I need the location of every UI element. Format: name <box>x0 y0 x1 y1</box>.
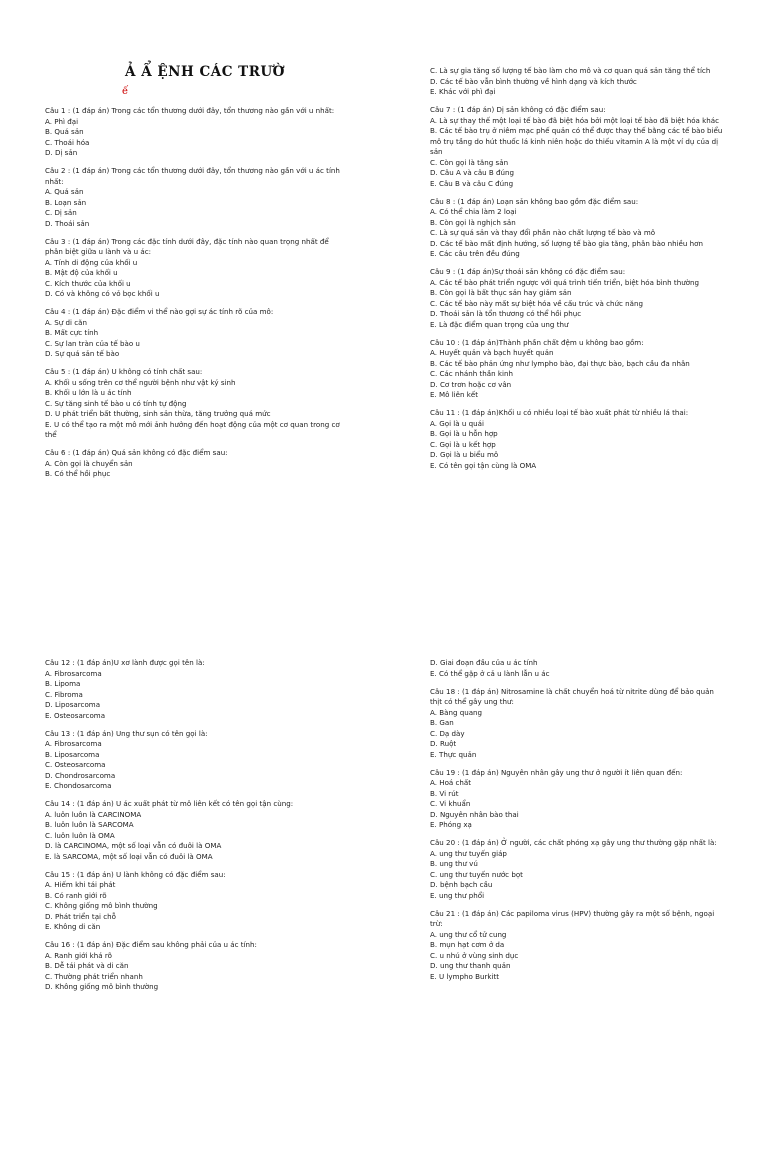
answer-option: D. Thoái sản <box>45 218 90 228</box>
answer-option: A. Ranh giới khá rõ <box>45 950 112 960</box>
question-block <box>45 940 340 993</box>
question-text: Câu 1 : (1 đáp án) Trong các tổn thương dưới đây, tổn thương nào gần với u nhất: <box>45 106 335 115</box>
question-block <box>45 166 340 229</box>
question-block <box>45 367 340 441</box>
question-text: Câu 16 : (1 đáp án) Đặc điểm sau không phải của u ác tính: <box>45 940 257 949</box>
column-bottom-right <box>430 658 725 990</box>
answer-option: C. Vi khuẩn <box>430 799 471 808</box>
answer-option: D. Liposarcoma <box>45 700 101 709</box>
answer-option: A. Tính di động của khối u <box>45 257 138 267</box>
answer-option: B. Mất cực tính <box>45 328 99 337</box>
question-text: Câu 19 : (1 đáp án) Nguyên nhân gây ung thư ở người ít liên quan đến: <box>430 767 683 777</box>
answer-option: B. Loạn sản <box>45 197 87 207</box>
column-top-right <box>430 66 725 479</box>
column-bottom-left <box>45 658 340 1000</box>
answer-option: E. Không di căn <box>45 922 101 931</box>
answer-option: E. U lympho Burkitt <box>430 971 500 981</box>
answer-option: A. Phì đại <box>45 116 79 126</box>
answer-option: D. bệnh bạch cầu <box>430 880 493 889</box>
question-block <box>430 338 725 401</box>
answer-option: C. Gọi là u kết hợp <box>430 439 496 449</box>
answer-option: A. Fibrosarcoma <box>45 668 102 678</box>
question-text: Câu 9 : (1 đáp án)Sự thoái sản không có đặc điểm sau: <box>430 267 626 276</box>
question-text: Câu 3 : (1 đáp án) Trong các đặc tính dưới đây, đặc tính nào quan trọng nhất để phân biệt giữa u lành và u ác: <box>45 236 329 256</box>
answer-option: A. Hiếm khi tái phát <box>45 880 116 889</box>
document-title: Ả Ẩ ỆNH CÁC TRƯỜ <box>125 64 285 80</box>
question-text: Câu 18 : (1 đáp án) Nitrosamine là chất chuyển hoá từ nitrite dùng để bảo quản thịt có thể gây ung thư: <box>430 686 714 706</box>
answer-option: E. Mô liên kết <box>430 390 479 399</box>
answer-option: B. Liposarcoma <box>45 749 100 759</box>
question-block <box>430 838 725 901</box>
answer-option: D. Có và không có vỏ bọc khối u <box>45 289 160 298</box>
question-text: Câu 20 : (1 đáp án) Ở người, các chất phóng xạ gây ung thư thường gặp nhất là: <box>430 838 717 847</box>
option: D. Các tế bào vẫn bình thường về hình dạng và kích thước <box>430 76 637 86</box>
answer-option: D. Nguyên nhân bào thai <box>430 809 519 819</box>
answer-option: B. Gọi là u hỗn hợp <box>430 429 498 438</box>
answer-option: A. Quá sản <box>45 187 84 196</box>
question-block <box>45 448 340 480</box>
question-block <box>430 768 725 831</box>
answer-option: C. Fibroma <box>45 689 83 699</box>
answer-option: B. Còn gọi là bất thục sản hay giảm sản <box>430 288 572 297</box>
option: D. Giai đoạn đầu của u ác tính <box>430 658 538 667</box>
question-block <box>430 267 725 330</box>
answer-option: B. Có thể hồi phục <box>45 469 111 478</box>
answer-option: B. Quá sản <box>45 127 84 136</box>
answer-option: A. Khối u sống trên cơ thể người bệnh như vật ký sinh <box>45 377 236 387</box>
answer-option: C. ung thư tuyến nước bọt <box>430 869 523 879</box>
question-text: Câu 21 : (1 đáp án) Các papiloma virus (HPV) thường gây ra một số bệnh, ngoại trừ: <box>430 908 715 928</box>
answer-option: B. Khối u lớn là u ác tính <box>45 388 132 397</box>
question-block <box>430 105 725 189</box>
answer-option: B. mụn hạt cơm ở da <box>430 940 505 949</box>
question-block <box>45 870 340 933</box>
answer-option: C. u nhú ở vùng sinh dục <box>430 950 519 960</box>
question-block <box>430 197 725 260</box>
page-upper <box>0 0 768 512</box>
answer-option: B. Vi rút <box>430 788 459 798</box>
question-text: Câu 7 : (1 đáp án) Dị sản không có đặc điểm sau: <box>430 105 606 114</box>
question-block <box>430 408 725 471</box>
answer-option: C. luôn luôn là OMA <box>45 830 115 840</box>
answer-option: B. Dễ tái phát và di căn <box>45 961 129 970</box>
answer-option: C. Thường phát triển nhanh <box>45 971 143 981</box>
question-block <box>430 687 725 761</box>
answer-option: E. Chondosarcoma <box>45 781 112 790</box>
answer-option: E. Phóng xạ <box>430 820 472 829</box>
answer-option: C. Sự tăng sinh tế bào u có tính tự động <box>45 398 187 408</box>
answer-option: D. Chondrosarcoma <box>45 770 116 780</box>
answer-option: E. ung thư phổi <box>430 890 485 900</box>
answer-option: D. Thoái sản là tổn thương có thể hồi phục <box>430 309 582 318</box>
answer-option: D. Không giống mô bình thường <box>45 982 159 991</box>
answer-option: A. Huyết quản và bạch huyết quản <box>430 348 554 357</box>
answer-option: D. Ruột <box>430 739 457 748</box>
answer-option: C. Không giống mô bình thường <box>45 901 158 910</box>
answer-option: E. là SARCOMA, một số loại vẫn có đuôi là OMA <box>45 851 213 861</box>
question-text: Câu 6 : (1 đáp án) Quá sản không có đặc điểm sau: <box>45 448 228 457</box>
answer-option: D. Gọi là u biểu mô <box>430 450 499 459</box>
option: C. Là sự gia tăng số lượng tế bào làm cho mô và cơ quan quá sản tăng thể tích <box>430 66 711 75</box>
answer-option: A. Fibrosarcoma <box>45 739 102 748</box>
answer-option: E. Là đặc điểm quan trọng của ung thư <box>430 319 569 329</box>
answer-option: A. ung thư cổ tử cung <box>430 929 507 939</box>
answer-option: C. Sự lan tràn của tế bào u <box>45 338 140 348</box>
answer-option: A. Bàng quang <box>430 707 483 717</box>
question-block <box>45 307 340 360</box>
continuation-block <box>430 658 725 679</box>
answer-option: B. Các tế bào phản ứng như lympho bào, đại thực bào, bạch cầu đa nhân <box>430 358 690 368</box>
answer-option: B. luôn luôn là SARCOMA <box>45 820 134 829</box>
question-text: Câu 13 : (1 đáp án) Ung thư sụn có tên gọi là: <box>45 728 208 738</box>
question-block <box>430 909 725 983</box>
question-block <box>45 106 340 159</box>
answer-option: D. Các tế bào mất định hướng, số lượng tế bào gia tăng, phân bào nhiều hơn <box>430 238 703 248</box>
answer-option: A. Có thể chia làm 2 loại <box>430 207 517 216</box>
question-block <box>45 237 340 300</box>
answer-option: C. Là sự quá sản và thay đổi phần nào chất lượng tế bào và mô <box>430 228 656 237</box>
answer-option: D. Sự quá sản tế bào <box>45 349 120 358</box>
answer-option: B. Gan <box>430 718 454 727</box>
answer-option: E. Có tên gọi tận cùng là OMA <box>430 460 537 470</box>
answer-option: A. Là sự thay thế một loại tế bào đã biệt hóa bởi một loại tế bào đã biệt hóa khác <box>430 115 719 125</box>
answer-option: E. Thực quản <box>430 749 477 759</box>
answer-option: D. Phát triển tại chỗ <box>45 911 117 921</box>
question-text: Câu 8 : (1 đáp án) Loạn sản không bao gồm đặc điểm sau: <box>430 196 639 206</box>
page-lower <box>0 648 768 1160</box>
answer-option: C. Osteosarcoma <box>45 760 106 769</box>
title-mark: ế <box>122 86 129 97</box>
question-text: Câu 4 : (1 đáp án) Đặc điểm vi thể nào gợi sự ác tính rõ của mô: <box>45 307 274 316</box>
answer-option: C. Thoái hóa <box>45 137 90 147</box>
answer-option: C. Các nhánh thần kinh <box>430 369 513 378</box>
question-text: Câu 2 : (1 đáp án) Trong các tổn thương dưới đây, tổn thương nào gần với u ác tính nhất: <box>45 166 340 186</box>
answer-option: B. Lipoma <box>45 679 81 688</box>
question-text: Câu 14 : (1 đáp án) U ác xuất phát từ mô liên kết có tên gọi tận cùng: <box>45 799 294 808</box>
answer-option: A. luôn luôn là CARCINOMA <box>45 809 142 819</box>
question-block <box>45 658 340 721</box>
answer-option: E. U có thể tạo ra một mô mới ảnh hưởng đến hoạt động của một cơ quan trong cơ thể <box>45 419 340 439</box>
option: E. Có thể gặp ở cả u lành lẫn u ác <box>430 668 550 678</box>
continuation-block <box>430 66 725 98</box>
question-text: Câu 5 : (1 đáp án) U không có tính chất sau: <box>45 367 203 376</box>
answer-option: E. Câu B và câu C đúng <box>430 178 514 188</box>
answer-option: D. ung thư thanh quản <box>430 961 511 970</box>
answer-option: D. Cơ trơn hoặc cơ vân <box>430 379 512 389</box>
answer-option: C. Kích thước của khối u <box>45 278 131 288</box>
answer-option: C. Dị sản <box>45 208 77 217</box>
answer-option: A. Gọi là u quái <box>430 418 484 428</box>
answer-option: C. Còn gọi là tăng sản <box>430 157 509 167</box>
answer-option: D. Dị sản <box>45 148 78 157</box>
question-text: Câu 11 : (1 đáp án)Khối u có nhiều loại tế bào xuất phát từ nhiều lá thai: <box>430 408 689 417</box>
answer-option: D. Câu A và câu B đúng <box>430 168 515 177</box>
question-text: Câu 10 : (1 đáp án)Thành phần chất đệm u không bao gồm: <box>430 337 644 347</box>
answer-option: C. Dạ dày <box>430 728 465 738</box>
answer-option: A. Còn gọi là chuyển sản <box>45 458 133 468</box>
column-top-left <box>45 106 340 487</box>
answer-option: E. Các câu trên đều đúng <box>430 249 520 258</box>
answer-option: C. Các tế bào này mất sự biệt hóa về cấu trúc và chức năng <box>430 298 643 308</box>
answer-option: B. ung thư vú <box>430 859 478 868</box>
answer-option: E. Osteosarcoma <box>45 710 106 720</box>
answer-option: A. Hoá chất <box>430 778 472 787</box>
answer-option: D. là CARCINOMA, một số loại vẫn có đuôi là OMA <box>45 841 222 850</box>
answer-option: B. Có ranh giới rõ <box>45 890 107 900</box>
question-text: Câu 15 : (1 đáp án) U lành không có đặc điểm sau: <box>45 869 226 879</box>
question-block <box>45 799 340 862</box>
question-text: Câu 12 : (1 đáp án)U xơ lành được gọi tên là: <box>45 658 205 667</box>
answer-option: A. Sự di căn <box>45 317 87 327</box>
option: E. Khác với phì đại <box>430 87 496 96</box>
question-block <box>45 729 340 792</box>
answer-option: A. Các tế bào phát triển ngược với quá trình tiến triển, biệt hóa bình thường <box>430 277 700 287</box>
answer-option: B. Còn gọi là nghịch sản <box>430 217 516 227</box>
answer-option: D. U phát triển bất thường, sinh sản thừa, tăng trưởng quá mức <box>45 409 271 418</box>
answer-option: A. ung thư tuyến giáp <box>430 848 507 858</box>
answer-option: B. Các tế bào trụ ở niêm mạc phế quản có thể được thay thế bằng các tế bào biểu mô trụ tầng do hút thuốc lá kinh niên hoặc do thiếu vitamin A là một ví dụ của dị sản <box>430 126 723 156</box>
answer-option: B. Mật độ của khối u <box>45 268 118 277</box>
